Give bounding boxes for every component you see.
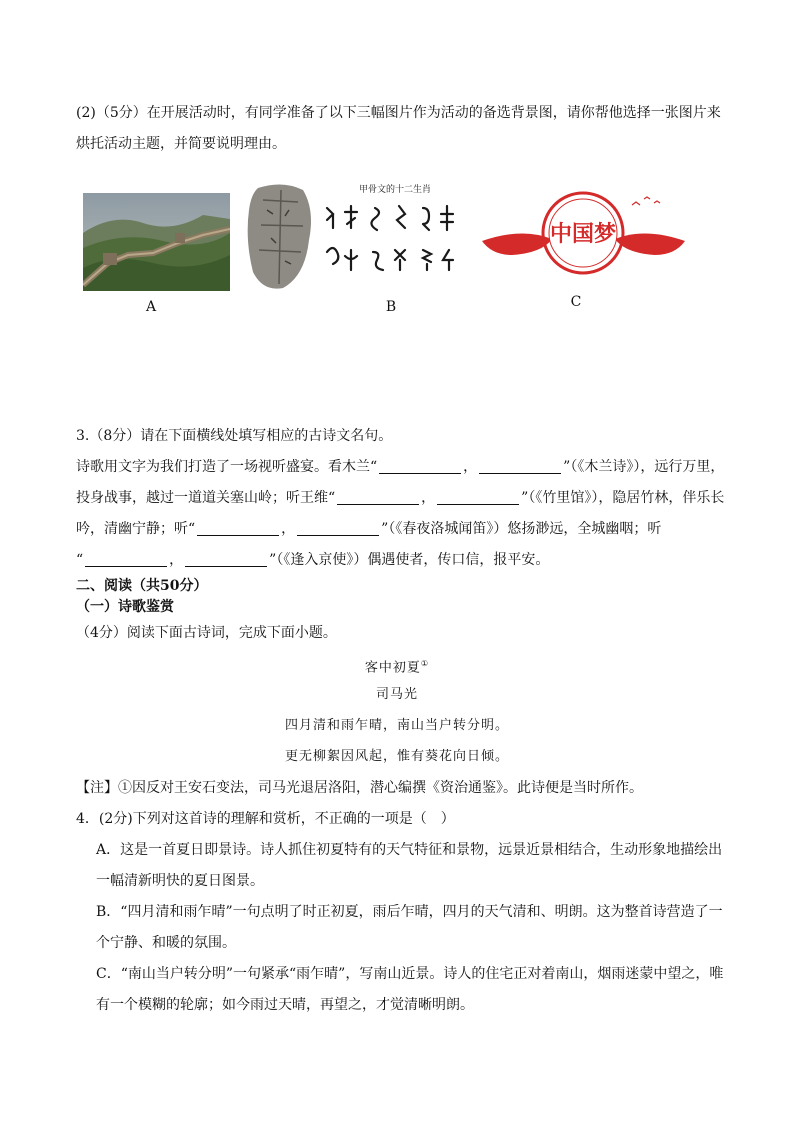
chinese-dream-image <box>482 183 685 283</box>
dream-text: 中国梦 <box>549 222 617 247</box>
q2-line1: (2)（5分）在开展活动时，有同学准备了以下三幅图片作为活动的备选背景图，请你帮他选择一张图片来 <box>76 105 721 121</box>
poem-line-1: 四月清和雨乍晴，南山当户转分明。 <box>284 718 509 733</box>
answer-blank[interactable] <box>437 490 519 505</box>
q2-line2: 烘托活动主题，并简要说明理由。 <box>76 136 286 152</box>
poem-line-2: 更无柳絮因风起，惟有葵花向日倾。 <box>284 749 509 764</box>
q3-line4: “ ， ”（《逢入京使》）偶遇使者，传口信，报平安。 <box>76 552 550 568</box>
option-a-line1: A．这是一首夏日即景诗。诗人抓住初夏特有的天气特征和景物，远景近景相结合，生动形象地描绘出 <box>96 842 723 858</box>
option-c-line2: 有一个模糊的轮廓；如今雨过天晴，再望之，才觉清晰明朗。 <box>96 997 474 1013</box>
answer-blank[interactable] <box>185 552 267 567</box>
poem-author: 司马光 <box>375 687 418 702</box>
image-b-label: B <box>385 299 397 315</box>
q4-heading: 4．(2分)下列对这首诗的理解和赏析，不正确的一项是（ ） <box>76 811 455 827</box>
q3-heading: 3.（8分）请在下面横线处填写相应的古诗文名句。 <box>76 428 393 444</box>
option-c-line1: C．“南山当户转分明”一句紧承“雨乍晴”，写南山近景。诗人的住宅正对着南山，烟雨迷蒙中望之，唯 <box>96 966 724 982</box>
reading-intro: （4分）阅读下面古诗词，完成下面小题。 <box>76 625 337 641</box>
answer-blank[interactable] <box>85 552 167 567</box>
oracle-bone-image <box>243 180 480 292</box>
answer-blank[interactable] <box>197 521 279 536</box>
poem-note: 【注】①因反对王安石变法，司马光退居洛阳，潜心编撰《资治通鉴》。此诗便是当时所作。 <box>76 780 643 796</box>
subsection-heading: （一）诗歌鉴赏 <box>76 599 174 615</box>
answer-blank[interactable] <box>379 459 461 474</box>
q3-line1: 诗歌用文字为我们打造了一场视听盛宴。看木兰“ ， ”（《木兰诗》），远行万里， <box>76 459 725 475</box>
poem-title: 客中初夏① <box>364 659 430 676</box>
oracle-title: 甲骨文的十二生肖 <box>358 185 432 195</box>
option-b-line2: 个宁静、和暖的氛围。 <box>96 935 236 951</box>
option-a-line2: 一幅清新明快的夏日图景。 <box>96 873 264 889</box>
answer-blank[interactable] <box>337 490 419 505</box>
section-heading: 二、阅读（共50分） <box>76 578 208 594</box>
q3-line2: 投身战事，越过一道道关塞山岭；听王维“ ， ”（《竹里馆》），隐居竹林，伴乐长 <box>76 490 725 506</box>
great-wall-image <box>83 193 230 291</box>
q3-line3: 吟，清幽宁静；听“ ， ”（《春夜洛城闻笛》）悠扬渺远，全城幽咽；听 <box>76 521 662 537</box>
answer-blank[interactable] <box>297 521 379 536</box>
answer-blank[interactable] <box>479 459 561 474</box>
option-b-line1: B．“四月清和雨乍晴”一句点明了时正初夏，雨后乍晴，四月的天气清和、明朗。这为整首诗营造了一 <box>96 904 723 920</box>
image-a-label: A <box>145 299 157 315</box>
image-c-label: C <box>570 294 582 310</box>
